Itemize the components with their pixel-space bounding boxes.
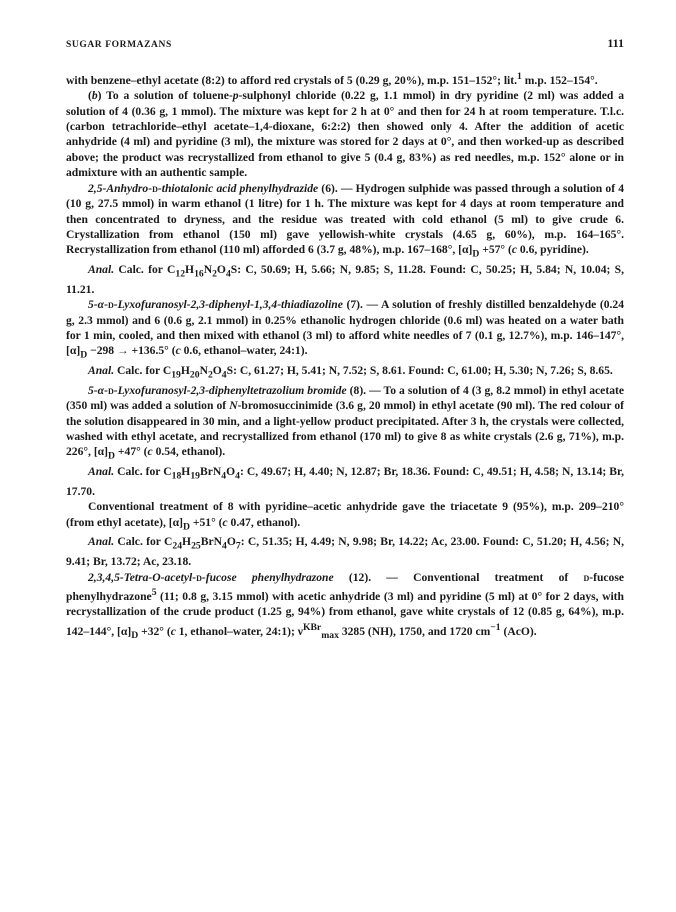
paragraph: 2,5-Anhydro-d-thiotalonic acid phenylhydrazide (6). — Hydrogen sulphide was passed through a solution of 4 (10 g, 27.5 mmol) in warm ethanol (1 litre) for 1 h. The mixture was kept for 4 days at room temperature and then concentrated to dryness, and the residue was treated with cold ethanol (5 ml) to give crude 6. Crystallization from ethanol (150 ml) gave yellowish-white crystals (4.65 g, 60%), m.p. 164–165°. Recrystallization from ethanol (110 ml) afforded 6 (3.7 g, 48%), m.p. 167–168°, $[\alpha]_D +57^\circ$ (c 0.6, pyridine). [66,181,625,260]
paragraph: Anal. Calc. for $C_{12}H_{16}N_2O_4S$: C, 50.69; H, 5.66; N, 9.85; S, 11.28. Found: C, 50.25; H, 5.84; N, 10.04; S, 11.21. [66,263,624,296]
body-text [66,69,624,643]
running-title: SUGAR FORMAZANS [66,40,172,50]
paragraph: 5-α-d-Lyxofuranosyl-2,3-diphenyl-1,3,4-thiadiazoline (7). — A solution of freshly distilled benzaldehyde (0.24 g, 2.3 mmol) and 6 (0.6 g, 2.1 mmol) in 0.25% ethanolic hydrogen chloride (0.6 ml) was heated on a water bath for 1 min, cooled, and then mixed with ethanol (3 ml) to afford white needles of 7 (0.1 g, 12.7%), m.p. 146–147°, $[\alpha]_D -298 \to +136.5^\circ$ (c 0.6, ethanol–water, 24:1). [66,298,624,361]
paragraph: Conventional treatment of 8 with pyridine–acetic anhydride gave the triacetate 9 (95%), m.p. 209–210° (from ethyl acetate), $[\alpha]_D +51^\circ$ (c 0.47, ethanol). [66,500,624,533]
paragraph: Anal. Calc. for $C_{18}H_{19}BrN_4O_4$: C, 49.67; H, 4.40; N, 12.87; Br, 18.36. Found: C, 49.51; H, 4.58; N, 13.14; Br, 17.70. [66,465,624,498]
paragraph: 2,3,4,5-Tetra-O-acetyl-d-fucose phenylhydrazone (12). — Conventional treatment of d-fucose phenylhydrazone$^5$ (11; 0.8 g, 3.15 mmol) with acetic anhydride (3 ml) and pyridine (5 ml) at 0° for 2 days, with recrystallization of the crude product (1.25 g, 94%) from ethanol, gave white crystals of 12 (0.85 g, 64%), m.p. 142–144°, $[\alpha]_D +32^\circ$ (c 1, ethanol–water, 24:1); $\nu^{KBr}_{max}$ 3285 (NH), 1750, and 1720 $cm^{-1}$ (AcO). [66,570,625,641]
paragraph: (b) To a solution of toluene-p-sulphonyl chloride (0.22 g, 1.1 mmol) in dry pyridine (2 ml) was added a solution of 4 (0.36 g, 1 mmol). The mixture was kept for 2 h at 0° and then for 24 h at room temperature. T.l.c. (carbon tetrachloride–ethyl acetate–1,4-dioxane, 6:2:2) then showed only 4. After the addition of acetic anhydride (4 ml) and pyridine (3 ml), the mixture was stored for 2 days at 0°, and then worked-up as described above; the product was recrystallized from ethanol to give 5 (0.4 g, 83%) as red needles, m.p. 152° alone or in admixture with an authentic sample. [66,89,625,180]
paragraph: Anal. Calc. for $C_{24}H_{25}BrN_4O_7$: C, 51.35; H, 4.49; N, 9.98; Br, 14.22; Ac, 23.00. Found: C, 51.20; H, 4.56; N, 9.41; Br, 13.72; Ac, 23.18. [66,535,624,569]
paragraph: 5-α-d-Lyxofuranosyl-2,3-diphenyltetrazolium bromide (8). — To a solution of 4 (3 g, 8.2 mmol) in ethyl acetate (350 ml) was added a solution of N-bromosuccinimide (3.6 g, 20 mmol) in ethyl acetate (90 ml). The red colour of the solution disappeared in 30 min, and a light-yellow product precipitated. After 3 h, the crystals were collected, washed with ethyl acetate, and recrystallized from ethanol (170 ml) to give 8 as white crystals (2.6 g, 71%), m.p. 226°, $[\alpha]_D +47^\circ$ (c 0.54, ethanol). [66,383,624,462]
page-number: 111 [607,36,624,50]
paragraph: Anal. Calc. for $C_{19}H_{20}N_2O_4S$: C, 61.27; H, 5.41; N, 7.52; S, 8.61. Found: C, 61.00; H, 5.30; N, 7.26; S, 8.65. [88,364,613,381]
page-header [66,36,624,51]
paragraph: with benzene–ethyl acetate (8:2) to afford red crystals of 5 (0.29 g, 20%), m.p. 151–152°; lit.$^1$ m.p. 152–154°. [66,71,598,87]
